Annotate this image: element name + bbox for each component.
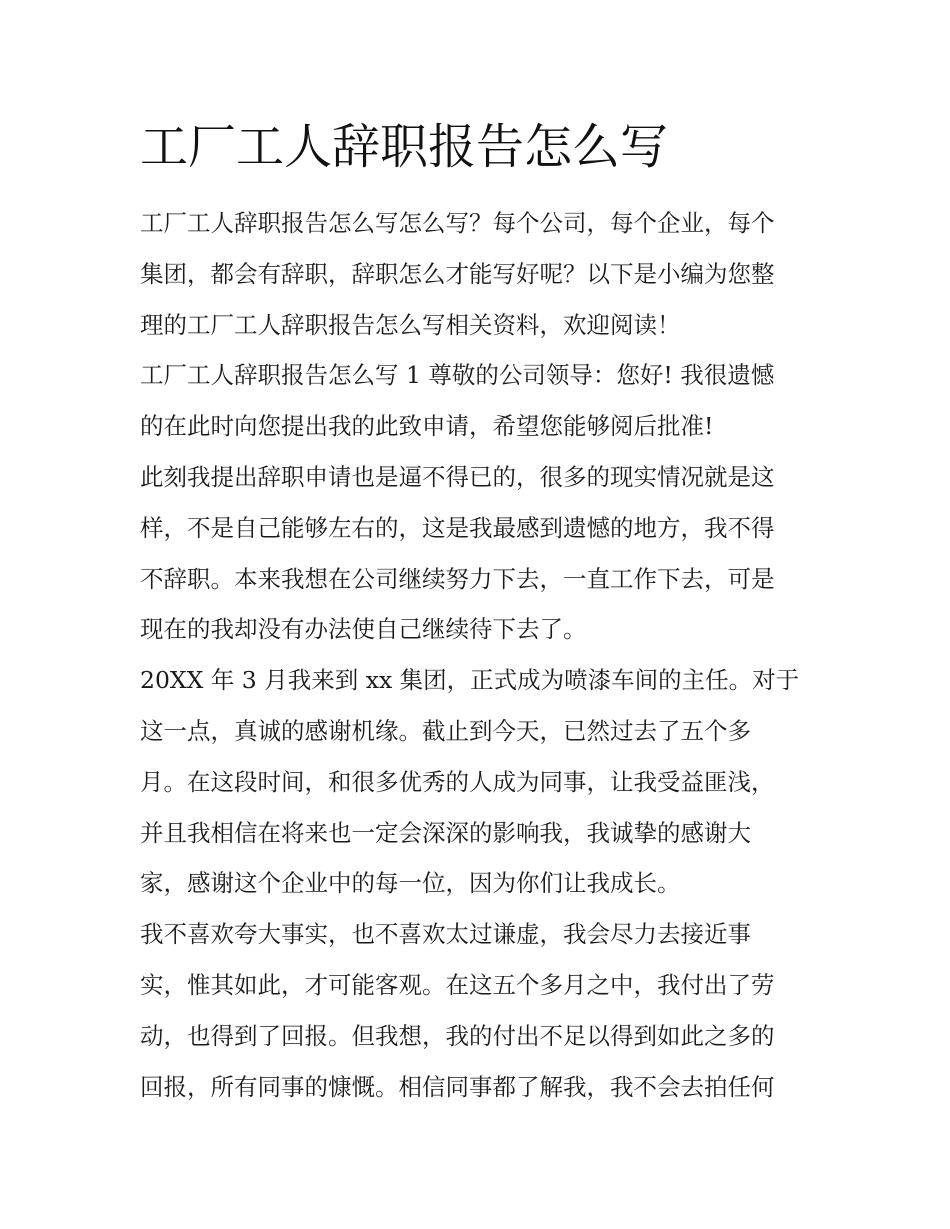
- text-line: 理的工厂工人辞职报告怎么写相关资料，欢迎阅读！: [140, 310, 681, 339]
- text-line: 我不喜欢夸大事实，也不喜欢太过谦虚，我会尽力去接近事: [140, 920, 751, 949]
- text-line: 动，也得到了回报。但我想，我的付出不足以得到如此之多的: [140, 1021, 775, 1050]
- text-line: 回报，所有同事的慷慨。相信同事都了解我，我不会去拍任何: [140, 1072, 775, 1101]
- text-line: 工厂工人辞职报告怎么写 1 尊敬的公司领导：您好! 我很遗憾: [140, 361, 775, 390]
- text-line: 工厂工人辞职报告怎么写怎么写？每个公司，每个企业，每个: [140, 209, 775, 237]
- text-line: 实，惟其如此，才可能客观。在这五个多月之中，我付出了劳: [140, 970, 775, 999]
- document-body: [140, 198, 820, 1112]
- text-line: 月。在这段时间，和很多优秀的人成为同事，让我受益匪浅，: [140, 767, 775, 796]
- text-line: 家，感谢这个企业中的每一位，因为你们让我成长。: [140, 869, 681, 898]
- text-line: 并且我相信在将来也一定会深深的影响我，我诚挚的感谢大: [140, 818, 751, 847]
- text-line: 样，不是自己能够左右的，这是我最感到遗憾的地方，我不得: [140, 513, 775, 542]
- text-line: 此刻我提出辞职申请也是逼不得已的，很多的现实情况就是这: [140, 462, 775, 491]
- text-line: 现在的我却没有办法使自己继续待下去了。: [140, 615, 587, 644]
- text-line: 的在此时向您提出我的此致申请，希望您能够阅后批准!: [140, 412, 714, 441]
- text-line: 20XX 年 3 月我来到 xx 集团，正式成为喷漆车间的主任。对于: [140, 666, 800, 695]
- text-line: 不辞职。本来我想在公司继续努力下去，一直工作下去，可是: [140, 564, 775, 593]
- document-title: 工厂工人辞职报告怎么写: [140, 119, 669, 175]
- text-line: 这一点，真诚的感谢机缘。截止到今天，已然过去了五个多: [140, 716, 751, 745]
- text-line: 集团，都会有辞职，辞职怎么才能写好呢？以下是小编为您整: [140, 259, 775, 288]
